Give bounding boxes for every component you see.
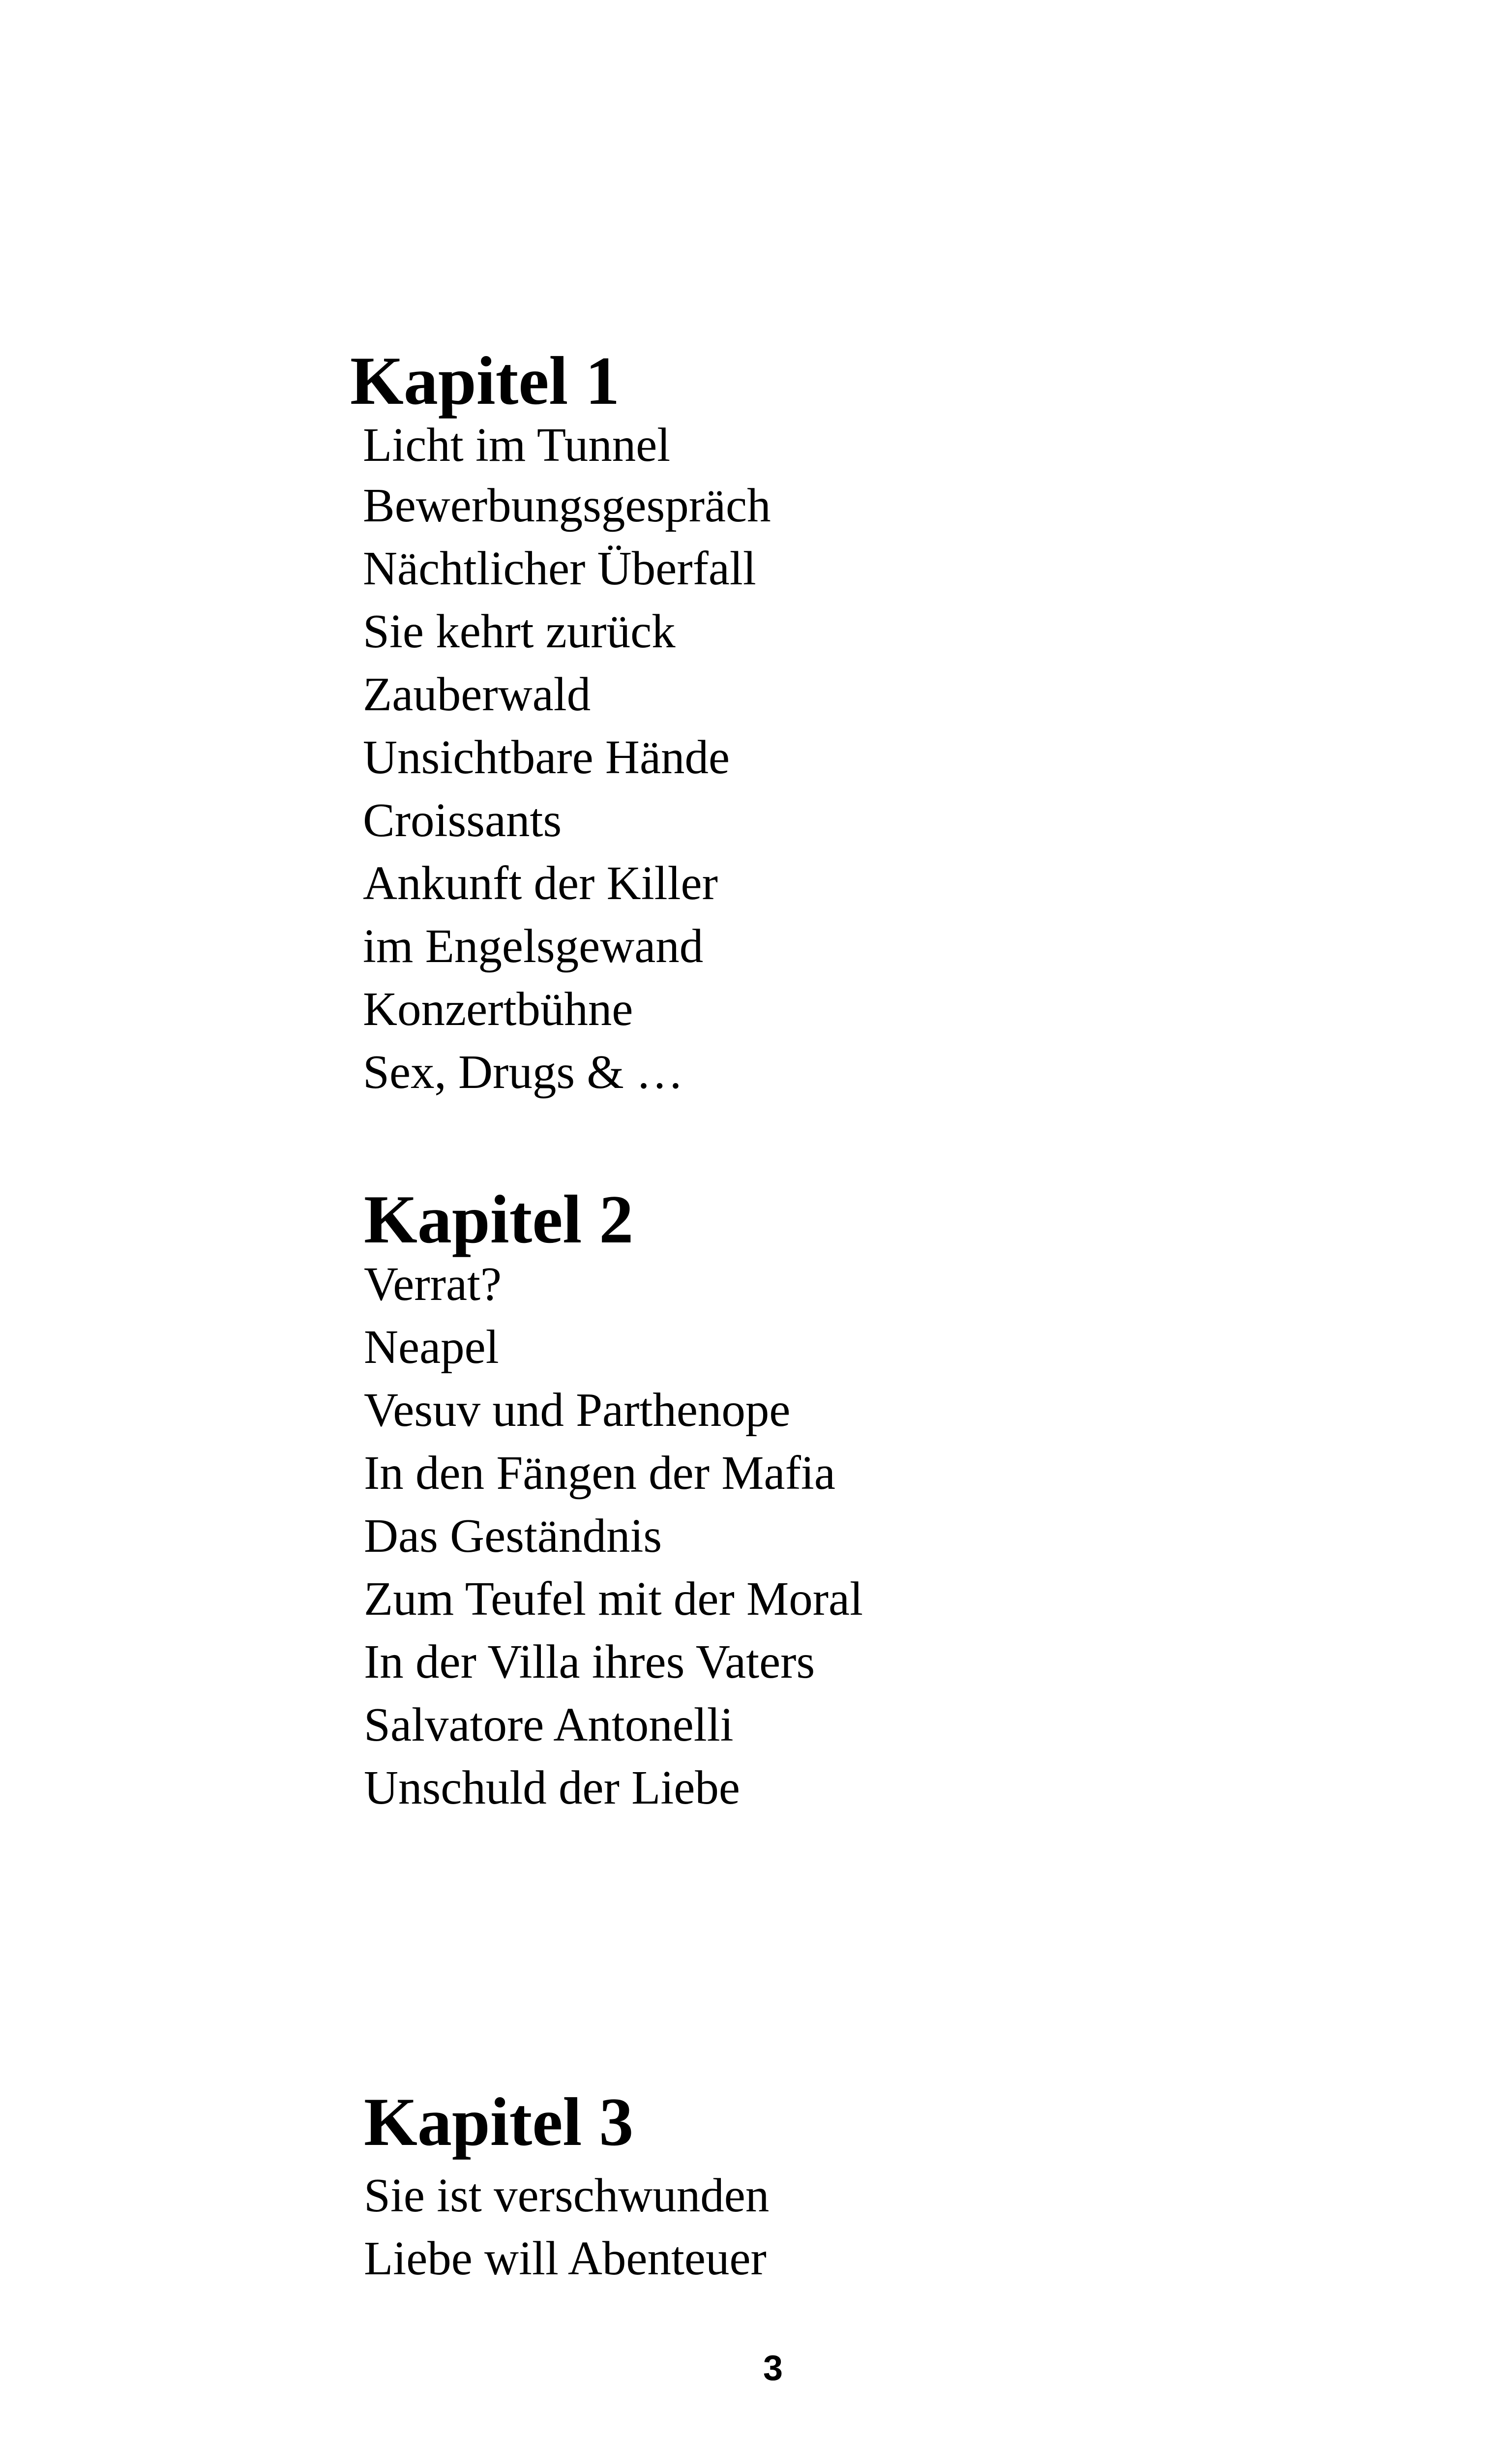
chapter-entry: Unsichtbare Hände [363, 731, 730, 784]
chapter-entry: Unschuld der Liebe [364, 1761, 740, 1814]
chapter-2-section [364, 1183, 1151, 1819]
chapter-entry: In der Villa ihres Vaters [364, 1635, 815, 1688]
chapter-entry: In den Fängen der Mafia [364, 1447, 835, 1499]
chapter-entry: Das Geständnis [364, 1509, 662, 1562]
chapter-entry: Neapel [364, 1321, 499, 1373]
chapter-1-section [350, 344, 1137, 1104]
chapter-entry: Liebe will Abenteuer [364, 2232, 767, 2285]
chapter-heading: Kapitel 2 [364, 1181, 634, 1258]
chapter-entry: Verrat? [364, 1258, 502, 1310]
chapter-entry: Croissants [363, 794, 562, 846]
chapter-entry: Sie ist verschwunden [364, 2169, 770, 2222]
chapter-entry: Nächtlicher Überfall [363, 542, 756, 595]
page-number: 3 [763, 2349, 783, 2388]
chapter-entry-list [363, 416, 1137, 1104]
chapter-entry: Zum Teufel mit der Moral [364, 1572, 863, 1625]
chapter-entry: Vesuv und Parthenope [364, 1384, 791, 1436]
chapter-entry: Konzertbühne [363, 983, 633, 1035]
chapter-entry: Ankunft der Killer [363, 857, 718, 909]
chapter-heading: Kapitel 1 [350, 343, 620, 419]
chapter-entry: Sex, Drugs & … [363, 1046, 684, 1098]
chapter-entry-list [364, 1253, 1151, 1819]
chapter-entry: Zauberwald [363, 668, 591, 721]
chapter-heading: Kapitel 3 [364, 2084, 634, 2160]
chapter-entry: Bewerbungsgespräch [363, 479, 771, 532]
chapter-entry: Sie kehrt zurück [363, 605, 676, 658]
chapter-3-section [364, 2085, 1151, 2290]
chapter-entry: im Engelsgewand [363, 920, 704, 972]
chapter-entry-list [364, 2164, 1151, 2290]
chapter-entry: Licht im Tunnel [363, 419, 671, 471]
chapter-entry: Salvatore Antonelli [364, 1698, 734, 1751]
